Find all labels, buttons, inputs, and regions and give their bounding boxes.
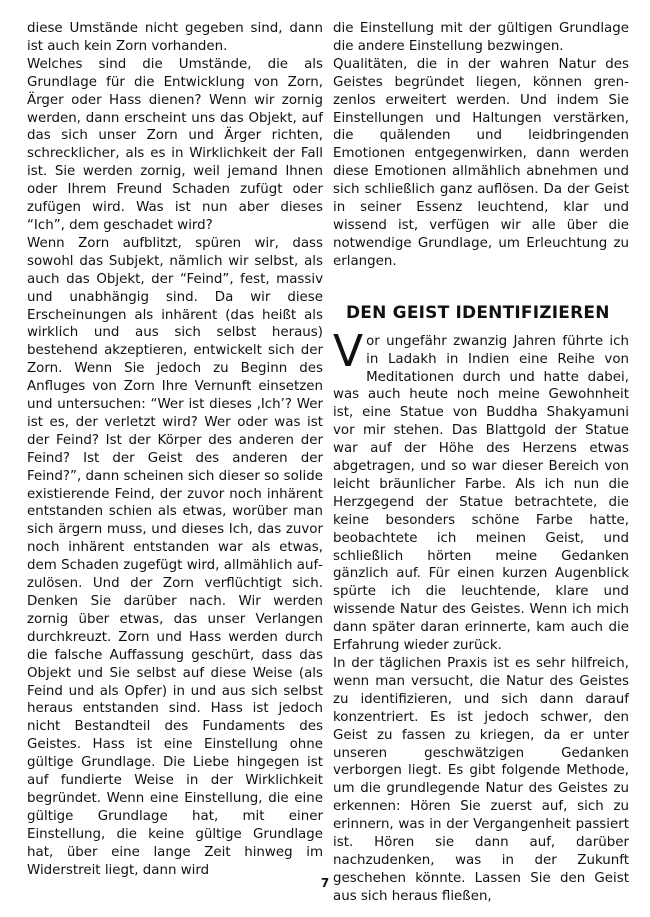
right-paragraph-4: In der täglichen Praxis ist es sehr hilfreich, wenn man versucht, die Natur des Geistes zu identifizieren, und sich dann darauf konzentriert. Es ist jedoch schwer, den Geist zu fassen zu kriegen, da er unter unseren geschwätzigen Gedanken verborgen liegt. Es gibt folgende Methode, um die grundlegende Natur des Geistes zu erkennen: Hören Sie zuerst auf, sich zu erinnern, was in der Vergangenheit passiert ist. Hören sie dann auf, darüber nachzudenken, was in der Zukunft geschehen könnte. Lassen Sie den Geist aus sich heraus fließen, (333, 656, 629, 904)
page-number: 7 (320, 876, 330, 890)
right-paragraph-1: die Einstellung mit der gültigen Grundlage die andere Einstellung bezwingen. (333, 21, 629, 54)
left-text-column (27, 20, 323, 880)
left-paragraph-2: Welches sind die Umstände, die als Grundlage für die Entwicklung von Zorn, Ärger oder Hass dienen? Wenn wir zornig werden, dann erscheint uns das Objekt, auf das sich unser Zorn und Ärger richten, schrecklicher, als es in Wirklichkeit der Fall ist. Sie werden zornig, weil jemand Ihnen oder Ihrem Freund Schaden zufügt oder zufügen wird. Was ist nun aber dieses “Ich”, dem geschadet wird? (27, 56, 323, 233)
right-text-column (333, 20, 629, 906)
right-paragraph-3-text: or ungefähr zwanzig Jahren führte ich in Ladakh in Indien eine Reihe von Meditationen durch und hatte dabei, was auch heute noch meine Gewohnheit ist, eine Statue von Buddha Shakyamuni vor mir stehen. Das Blattgold der Statue war auf der Höhe des Herzens etwas abgetragen, und so war dieser Bereich von leicht bräunlicher Farbe. Als ich nun die Herzgegend der Statue betrachtete, die keine besonders schöne Farbe hatte, beobachtete ich meinen Geist, und schließlich hörten meine Gedanken gänzlich auf. Für einen kurzen Augenblick spürte ich die leuchtende, klare und wissende Natur des Geistes. Wenn ich mich dann später daran erinnerte, kam auch die Erfahrung wieder zurück. (333, 333, 629, 654)
section-heading: DEN GEIST IDENTIFIZIEREN (346, 302, 610, 323)
left-paragraph-3: Wenn Zorn aufblitzt, spüren wir, dass sowohl das Subjekt, nämlich wir selbst, als auch das Objekt, der “Feind”, fest, massiv und unabhängig sind. Da wir diese Erscheinungen als inhärent (das heißt als wirklich und aus sich selbst heraus) bestehend akzeptieren, entwickelt sich der Zorn. Wenn Sie jedoch zu Beginn des Anfluges von Zorn Ihre Vernunft einsetzen und untersuchen: “Wer ist dieses ‚Ich’? Wer ist es, der verletzt wird? Wer oder was ist der Feind? Ist der Körper des anderen der Feind? Ist der Geist des anderen der Feind?”, dann scheinen sich dieser so solide existierende Feind, der zuvor noch inhärent entstanden schien als etwas, worüber man sich ärgern muss, und dieses Ich, das zuvor noch inhärent entstanden war als etwas, dem Schaden zugefügt wird, allmählich aufzulösen. Und der Zorn verflüchtigt sich. Denken Sie darüber nach. Wir werden zornig über etwas, das unser Verlangen durchkreuzt. Zorn und Hass werden durch die falsche Auffassung geschürt, dass das Objekt und Sie selbst auf diese Weise (als Feind und als Opfer) in und aus sich selbst heraus entstanden sind. Hass ist jedoch nicht Bestandteil des Fundaments des Geistes. Hass ist eine Einstellung ohne gültige Grundlage. Die Liebe hingegen ist auf fundierte Weise in der Wirklichkeit begründet. Wenn eine Einstellung, die eine gültige Grundlage hat, mit einer Einstellung, die keine gültige Grundlage hat, über eine lange Zeit hinweg im Widerstreit liegt, dann wird (27, 235, 323, 878)
right-paragraph-3 (333, 325, 629, 655)
right-paragraph-2: Qualitäten, die in der wahren Natur des Geistes begründet liegen, können grenzenlos erweitert werden. Und indem Sie Einstellungen und Haltungen verstärken, die quälenden und leidbringenden Emotionen entgegenwirken, dann werden diese Emotionen allmählich abnehmen und sich schließlich ganz auflösen. Da der Geist in seiner Essenz leuchtend, klar und wissend ist, verfügen wir alle über die notwendige Grundlage, um Erleuchtung zu erlangen. (333, 56, 629, 269)
drop-cap: V (333, 325, 364, 377)
left-paragraph-1: diese Umstände nicht gegeben sind, dann ist auch kein Zorn vorhanden. (27, 21, 323, 54)
